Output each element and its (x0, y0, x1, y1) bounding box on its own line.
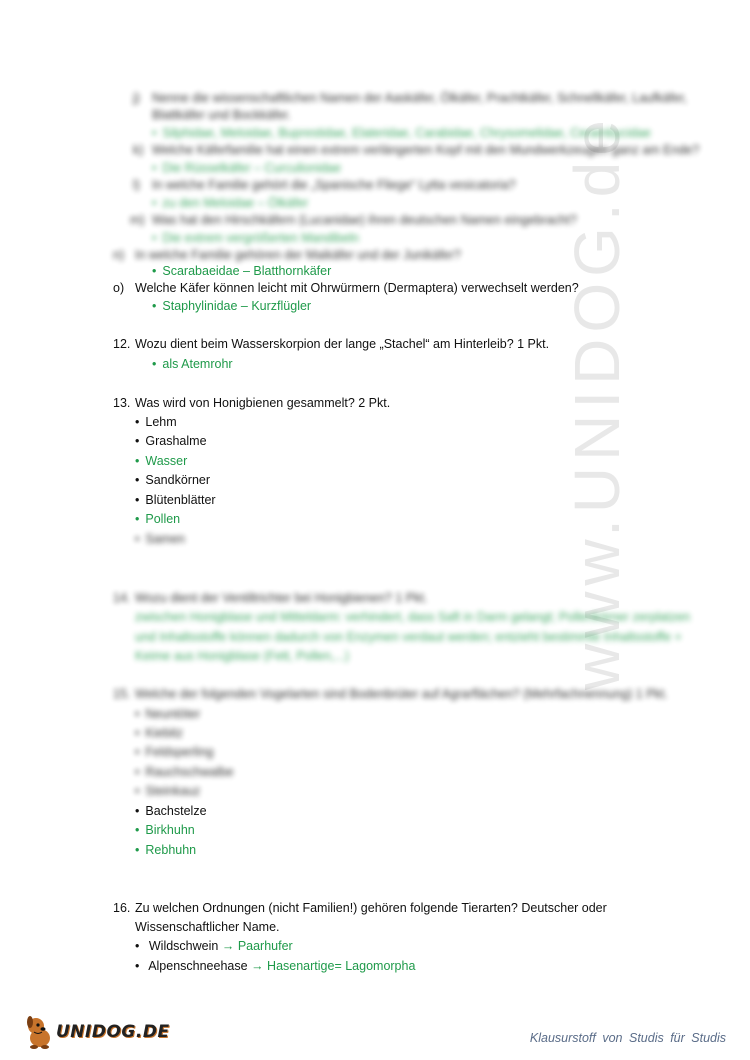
question-l-label: l) (133, 178, 140, 192)
question-13: Was wird von Honigbienen gesammelt? 2 Pkt. (135, 396, 391, 410)
q13-item: • Blütenblätter (135, 491, 216, 509)
q15-item: • Feldsperling (135, 743, 213, 761)
q13-item: • Samen (135, 530, 185, 548)
q13-item: • Grashalme (135, 432, 207, 450)
answer-14-line: und Inhaltsstoffe können dadurch von Enzymen verdaut werden; entzieht bestimmte Inhaltsstoffe + (135, 630, 682, 644)
question-k: Welche Käferfamilie hat einen extrem verlängerten Kopf mit den Mundwerkzeugen ganz am Ende? (152, 143, 700, 157)
question-l: In welche Familie gehört die „Spanische Fliege“ Lytta vesicatoria? (152, 178, 516, 192)
q16-item (135, 957, 415, 975)
q16-item (135, 937, 293, 955)
question-m-label: m) (130, 213, 145, 227)
q15-item: • Rauchschwalbe (135, 763, 234, 781)
footer-tagline: Klausurstoff von Studis für Studis (529, 1031, 726, 1045)
question-k-label: k) (133, 143, 144, 157)
question-12: Wozu dient beim Wasserskorpion der lange „Stachel“ am Hinterleib? 1 Pkt. (135, 337, 550, 351)
watermark: www.UNIDOG.de (561, 114, 633, 690)
q15-item: • Neuntöter (135, 705, 200, 723)
answer-14-line: zwischen Honigblase und Mitteldarm: verhindert, dass Saft in Darm gelangt; Pollenkörner zerplatzen (135, 610, 691, 624)
question-o: Welche Käfer können leicht mit Ohrwürmern (Dermaptera) verwechselt werden? (135, 281, 579, 295)
logo-text: UNIDOG.DE (56, 1022, 170, 1042)
dog-icon (24, 1014, 54, 1050)
question-16: Zu welchen Ordnungen (nicht Familien!) gehören folgende Tierarten? Deutscher oder (135, 901, 607, 915)
question-16-number: 16. (113, 901, 131, 915)
question-16-cont: Wissenschaftlicher Name. (135, 920, 280, 934)
question-14-number: 14. (113, 591, 131, 605)
question-j: Nenne die wissenschaftlichen Namen der Aaskäfer, Ölkäfer, Prachtkäfer, Schnellkäfer, Laufkäfer, (152, 91, 688, 105)
arrow-icon: → (221, 939, 235, 953)
answer-o: • Staphylinidae – Kurzflügler (152, 297, 311, 315)
question-15: Welche der folgenden Vogelarten sind Bodenbrüter auf Agrarflächen? (Mehrfachnennung) 1 Pkt. (135, 687, 668, 701)
q15-item: • Birkhuhn (135, 821, 195, 839)
question-j-cont: Blattkäfer und Bockkäfer. (152, 108, 291, 122)
q16-order: Hasenartige= Lagomorpha (267, 959, 416, 973)
q15-item: • Rebhuhn (135, 841, 196, 859)
answer-l: • zu den Meloidae – Ölkäfer (152, 194, 308, 212)
q15-item: • Steinkauz (135, 782, 200, 800)
answer-14-line: Keime aus Honigblase (Fett, Pollen,...) (135, 649, 349, 663)
answer-12: • als Atemrohr (152, 355, 233, 373)
answer-k: • Die Rüsselkäfer – Curculionidae (152, 159, 341, 177)
question-n: In welche Familie gehören der Maikäfer und der Junikäfer? (135, 248, 461, 262)
answer-j: • Silphidae, Meloidae, Buprestidae, Elateridae, Carabidae, Chrysomelidae, Cerambycidae (152, 124, 651, 142)
question-o-label: o) (113, 281, 125, 295)
q16-animal: Wildschwein (148, 939, 219, 953)
q16-order: Paarhufer (237, 939, 293, 953)
question-14: Wozu dient der Ventiltrichter bei Honigbienen? 1 Pkt. (135, 591, 428, 605)
question-15-number: 15. (113, 687, 131, 701)
q15-item: • Kiebitz (135, 724, 183, 742)
q13-item: • Sandkörner (135, 471, 210, 489)
q13-item: • Lehm (135, 413, 177, 431)
question-12-number: 12. (113, 337, 131, 351)
q13-item: • Pollen (135, 510, 180, 528)
question-m: Was hat den Hirschkäfern (Lucanidae) ihren deutschen Namen eingebracht? (152, 213, 577, 227)
answer-n: • Scarabaeidae – Blatthornkäfer (152, 262, 331, 280)
q15-item: • Bachstelze (135, 802, 207, 820)
unidog-logo (24, 1012, 170, 1052)
question-j-label: j) (133, 91, 140, 105)
q16-animal: Alpenschneehase (148, 959, 248, 973)
question-n-label: n) (113, 248, 125, 262)
question-13-number: 13. (113, 396, 131, 410)
arrow-icon: → (251, 959, 264, 973)
answer-m: • Die extrem vergrößerten Mandibeln (152, 229, 359, 247)
q13-item: • Wasser (135, 452, 187, 470)
